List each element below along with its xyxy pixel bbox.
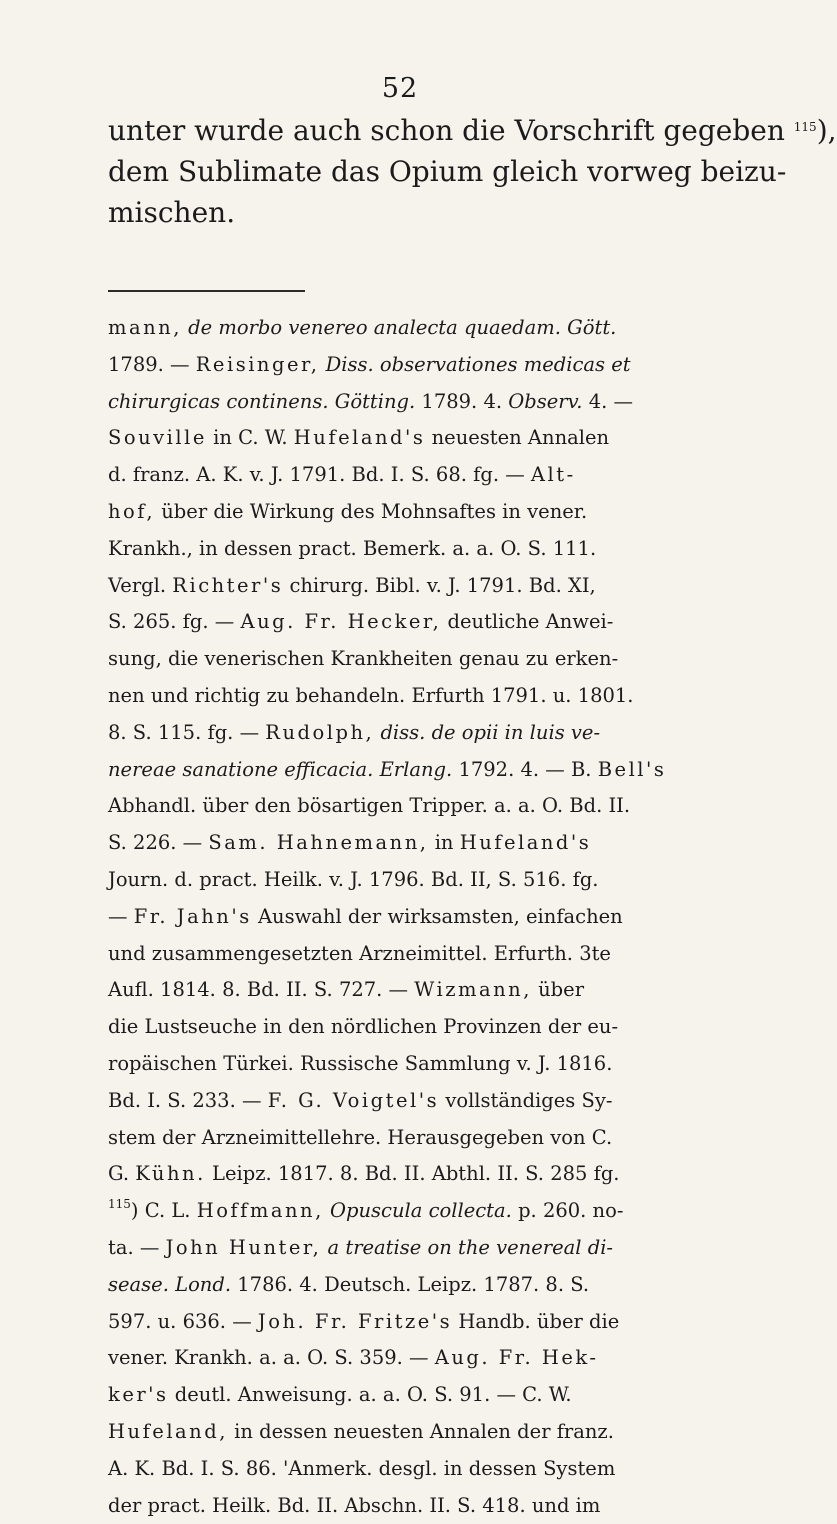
note-line: hof, über die Wirkung des Mohnsaftes in vener. (108, 494, 734, 531)
note-line: ker's deutl. Anweisung. a. a. O. S. 91. — C. W. (108, 1377, 734, 1414)
main-text (108, 110, 733, 233)
note-line: mann, de morbo venereo analecta quaedam. Gött. (108, 310, 734, 347)
note-line: S. 265. fg. — Aug. Fr. Hecker, deutliche Anwei- (108, 604, 734, 641)
note-line: — Fr. Jahn's Auswahl der wirksamsten, einfachen (108, 899, 734, 936)
text-segment: unter wurde auch schon die Vorschrift gegeben (108, 114, 785, 147)
note-line: Krankh., in dessen pract. Bemerk. a. a. O. S. 111. (108, 531, 734, 568)
text-line (108, 110, 733, 151)
note-line: Hufeland, in dessen neuesten Annalen der franz. (108, 1414, 734, 1451)
page-number: 52 (0, 73, 800, 104)
text-line: mischen. (108, 192, 733, 233)
footnotes (108, 310, 734, 1524)
note-line: $^{115}$) C. L. Hoffmann, Opuscula collecta. p. 260. no- (108, 1193, 734, 1230)
note-line: stem der Arzneimittellehre. Herausgegeben von C. (108, 1120, 734, 1157)
note-line: sung, die venerischen Krankheiten genau zu erken- (108, 641, 734, 678)
text-segment: ), (817, 114, 837, 147)
note-line: nen und richtig zu behandeln. Erfurth 1791. u. 1801. (108, 678, 734, 715)
note-line: nereae sanatione efficacia. Erlang. 1792. 4. — B. Bell's (108, 752, 734, 789)
note-line: d. franz. A. K. v. J. 1791. Bd. I. S. 68. fg. — Alt- (108, 457, 734, 494)
note-line: G. Kühn. Leipz. 1817. 8. Bd. II. Abthl. II. S. 285 fg. (108, 1156, 734, 1193)
note-line: der pract. Heilk. Bd. II. Abschn. II. S. 418. und im (108, 1488, 734, 1524)
note-line: 597. u. 636. — Joh. Fr. Fritze's Handb. über die (108, 1304, 734, 1341)
note-line: vener. Krankh. a. a. O. S. 359. — Aug. Fr. Hek- (108, 1340, 734, 1377)
note-line: sease. Lond. 1786. 4. Deutsch. Leipz. 1787. 8. S. (108, 1267, 734, 1304)
note-line: die Lustseuche in den nördlichen Provinzen der eu- (108, 1009, 734, 1046)
note-line: chirurgicas continens. Götting. 1789. 4. Observ. 4. — (108, 384, 734, 421)
note-line: Journ. d. pract. Heilk. v. J. 1796. Bd. II, S. 516. fg. (108, 862, 734, 899)
note-line: Aufl. 1814. 8. Bd. II. S. 727. — Wizmann, über (108, 972, 734, 1009)
note-line: 1789. — Reisinger, Diss. observationes medicas et (108, 347, 734, 384)
footnote-marker: 115 (108, 1197, 131, 1211)
note-line: Bd. I. S. 233. — F. G. Voigtel's vollständiges Sy- (108, 1083, 734, 1120)
note-line: A. K. Bd. I. S. 86. 'Anmerk. desgl. in dessen System (108, 1451, 734, 1488)
note-line: Vergl. Richter's chirurg. Bibl. v. J. 1791. Bd. XI, (108, 568, 734, 605)
note-line: und zusammengesetzten Arzneimittel. Erfurth. 3te (108, 936, 734, 973)
note-line: S. 226. — Sam. Hahnemann, in Hufeland's (108, 825, 734, 862)
footnote-divider (108, 290, 305, 292)
note-line: 8. S. 115. fg. — Rudolph, diss. de opii in luis ve- (108, 715, 734, 752)
note-line: ropäischen Türkei. Russische Sammlung v. J. 1816. (108, 1046, 734, 1083)
footnote-ref[interactable]: 115 (794, 120, 817, 134)
note-line: ta. — John Hunter, a treatise on the venereal di- (108, 1230, 734, 1267)
text-line: dem Sublimate das Opium gleich vorweg beizu- (108, 151, 733, 192)
note-line: Abhandl. über den bösartigen Tripper. a. a. O. Bd. II. (108, 788, 734, 825)
note-line: Souville in C. W. Hufeland's neuesten Annalen (108, 420, 734, 457)
